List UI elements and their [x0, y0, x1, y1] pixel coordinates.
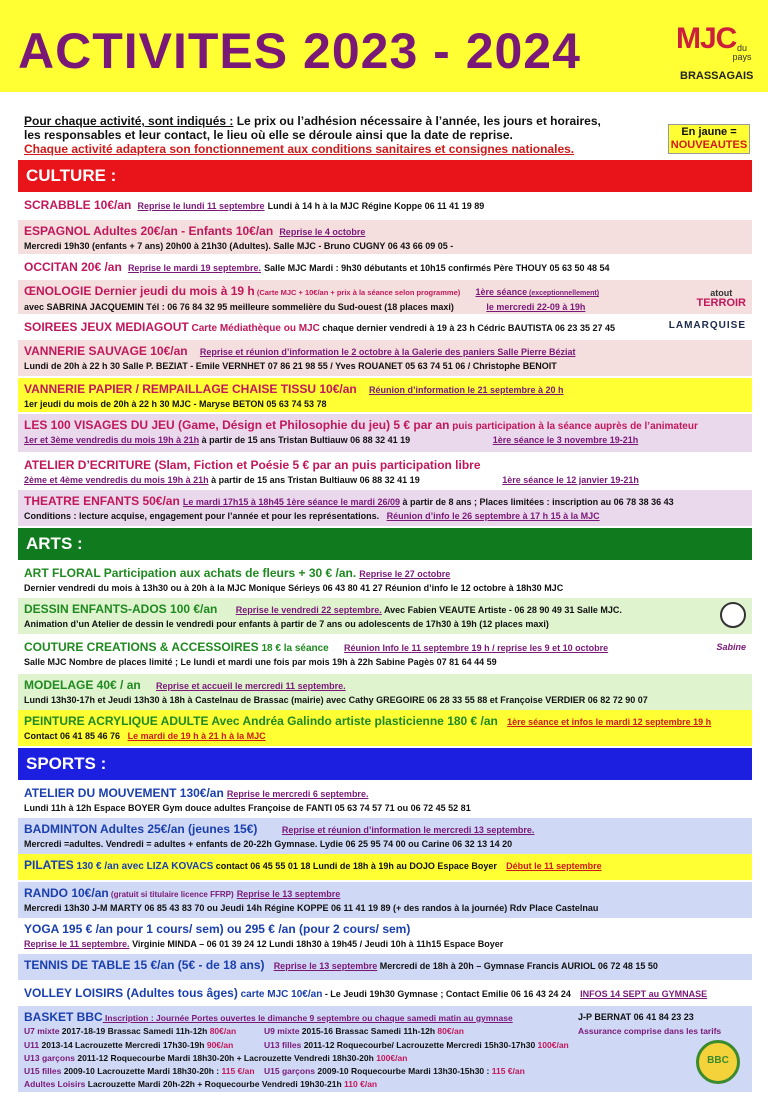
soirees-card: Carte Médiathèque ou MJC — [188, 323, 320, 334]
basket-row-price: 80€/an — [437, 1026, 464, 1036]
badminton-reprise: Reprise et réunion d’information le mercredi 13 septembre. — [281, 825, 535, 835]
basket-row-price: 80€/an — [209, 1026, 237, 1036]
basket-row — [264, 1066, 525, 1076]
basket-row-details: 2011-12 Roquecourbe Mardi 18h30-20h + Lacrouzette Vendredi 18h30-20h — [75, 1053, 377, 1063]
vannerie-details: Lundi de 20h à 22 h 30 Salle P. BEZIAT - Emile VERNHET 07 86 21 98 55 / Yves ROUANET 05 63 74 51 06 / Christophe BENOIT — [24, 361, 557, 371]
basket-row-details: 2009-10 Roquecourbe Mardi 13h30-15h30 : — [315, 1066, 492, 1076]
basket-row-price: 115 €/an — [221, 1066, 255, 1076]
basket-row-price: 90€/an — [206, 1040, 234, 1050]
activity-badminton — [18, 818, 752, 854]
theatre-title: THEATRE ENFANTS 50€/an — [24, 494, 180, 508]
rando-details: Mercredi 13h30 J-M MARTY 06 85 43 83 70 ou Jeudi 14h Régine KOPPE 06 11 41 19 89 (+ des randos à la journée) Rdv Place Castelnau — [24, 903, 599, 913]
basket-row-category: U13 garçons — [24, 1053, 76, 1063]
basket-title: BASKET BBC — [24, 1010, 103, 1024]
atout-terroir-logo — [697, 288, 747, 308]
theatre-details: Conditions : lecture acquise, engagement pour l’année et pour les représentations. — [24, 511, 380, 521]
visages-title2: puis participation à la séance auprès de l’animateur — [449, 421, 698, 432]
activity-modelage — [18, 674, 752, 710]
activity-occitan — [18, 256, 752, 280]
bbc-logo-text: BBC — [707, 1055, 729, 1066]
tennis-reprise: Reprise le 13 septembre — [273, 961, 378, 971]
pilates-title: PILATES — [24, 858, 74, 872]
activity-tennis-de-table — [18, 954, 752, 980]
mjc-logo — [672, 22, 756, 90]
rando-reprise: Reprise le 13 septembre — [236, 889, 341, 899]
espagnol-details: Mercredi 19h30 (enfants + 7 ans) 20h00 à 21h30 (Adultes). Salle MJC - Bruno CUGNY 06 43 66 09 05 - — [24, 241, 454, 251]
oenologie-when: Dernier jeudi du mois à 19 h — [91, 284, 255, 298]
dessin-title: DESSIN ENFANTS-ADOS 100 €/an — [24, 602, 218, 616]
oenologie-details: avec SABRINA JACQUEMIN Tél : 06 76 84 32 95 meilleure sommelière du Sud-ouest (18 places maxi) — [24, 302, 454, 312]
couture-price: 18 € la séance — [258, 643, 329, 654]
activity-peinture — [18, 710, 752, 746]
ecriture-details: à partir de 15 ans Tristan Bultiauw 06 88 32 41 19 — [208, 475, 420, 485]
activity-vannerie — [18, 340, 752, 376]
theatre-reunion: Réunion d’info le 26 septembre à 17 h 15 à la MJC — [386, 511, 600, 521]
basket-row-price: 100€/an — [537, 1040, 569, 1050]
legend-box — [668, 124, 750, 154]
basket-row-price: 110 €/an — [344, 1079, 378, 1089]
floral-title: ART FLORAL Participation aux achats de fleurs + 30 € /an. — [24, 566, 357, 580]
dessin-r2: Avec Fabien VEAUTE Artiste - 06 28 90 49 31 Salle MJC. — [381, 605, 622, 615]
legend-line2: NOUVEAUTES — [670, 139, 748, 151]
vannerie-papier-reprise: Réunion d’information le 21 septembre à 20 h — [368, 385, 564, 395]
dessin-reprise: Reprise le vendredi 22 septembre. — [235, 605, 382, 615]
activity-soirees-jeux — [18, 316, 752, 340]
dessin-details: Animation d’un Atelier de dessin le vendredi pour enfants à partir de 7 ans ou adolescents de 17h30 à 19h (12 places maxi) — [24, 619, 549, 629]
atelier-reprise: Reprise le mercredi 6 septembre. — [226, 789, 369, 799]
section-sports: SPORTS : — [18, 748, 752, 780]
activity-dessin — [18, 598, 752, 634]
legend-line1: En jaune = — [681, 126, 737, 138]
bbc-logo — [696, 1040, 740, 1084]
visages-details: à partir de 15 ans Tristan Bultiauw 06 88 32 41 19 — [199, 435, 411, 445]
basket-row-category: U13 filles — [264, 1040, 302, 1050]
basket-row-category: U7 mixte — [24, 1026, 60, 1036]
logo-du-text: du pays — [732, 43, 752, 62]
vannerie-title: VANNERIE SAUVAGE 10€/an — [24, 344, 188, 358]
vannerie-papier-title: VANNERIE PAPIER / REMPAILLAGE CHAISE TISSU 10€/an — [24, 382, 357, 396]
oenologie-seance-note: (exceptionnellement) — [527, 290, 600, 297]
basket-row — [24, 1040, 233, 1050]
basket-row — [24, 1079, 377, 1089]
scrabble-reprise: Reprise le lundi 11 septembre — [137, 201, 265, 211]
volley-card: carte MJC 10€/an — [237, 989, 323, 1000]
volley-details: - Le Jeudi 19h30 Gymnase ; Contact Emilie 06 16 43 24 24 — [322, 989, 571, 999]
espagnol-title: ESPAGNOL Adultes 20€/an - Enfants 10€/an — [24, 224, 274, 238]
basket-row-category: U11 — [24, 1040, 40, 1050]
activity-espagnol — [18, 220, 752, 254]
peinture-title: PEINTURE ACRYLIQUE ADULTE Avec Andréa Galindo artiste plasticienne 180 € /an — [24, 714, 498, 728]
couture-details: Salle MJC Nombre de places limité ; Le lundi et mardi une fois par mois 19h à 22h Sabine Pagès 07 81 64 44 59 — [24, 657, 497, 667]
theatre-r2: à partir de 8 ans ; Places limitées : inscription au 06 78 38 36 43 — [400, 497, 674, 507]
pilates-reprise: Début le 11 septembre — [506, 861, 602, 871]
atelier-title: ATELIER DU MOUVEMENT 130€/an — [24, 786, 224, 800]
occitan-details: Salle MJC Mardi : 9h30 débutants et 10h15 confirmés Père THOUY 05 63 50 48 54 — [264, 263, 610, 273]
page-title: ACTIVITES 2023 - 2024 — [18, 23, 581, 79]
scrabble-title: SCRABBLE 10€/an — [24, 198, 132, 212]
activity-pilates — [18, 854, 752, 880]
activity-rando — [18, 882, 752, 918]
peinture-reprise: 1ère séance et infos le mardi 12 septembre 19 h — [507, 717, 712, 727]
activity-volley — [18, 982, 752, 1006]
activity-oenologie — [18, 280, 752, 314]
scrabble-details: Lundi à 14 h à la MJC Régine Koppe 06 11 41 19 89 — [267, 201, 485, 211]
oenologie-date: le mercredi 22-09 à 19h — [486, 302, 586, 312]
basket-row — [264, 1040, 569, 1050]
intro-line3: Chaque activité adaptera son fonctionnement aux conditions sanitaires et consignes nationales. — [24, 142, 575, 156]
activity-theatre — [18, 490, 752, 526]
atelier-details: Lundi 11h à 12h Espace BOYER Gym douce adultes Françoise de FANTI 05 63 74 57 71 ou 06 72 45 52 81 — [24, 803, 471, 813]
peinture-date: Le mardi de 19 h à 21 h à la MJC — [127, 731, 266, 741]
visages-title: LES 100 VISAGES DU JEU (Game, Désign et Philosophie du jeu) 5 € par an — [24, 418, 450, 432]
vannerie-reprise: Reprise et réunion d’information le 2 octobre à la Galerie des paniers Salle Pierre Béziat — [199, 347, 576, 357]
yoga-reprise: Reprise le 11 septembre. — [24, 939, 130, 949]
yoga-title: YOGA 195 € /an pour 1 cours/ sem) ou 295 € /an (pour 2 cours/ sem) — [24, 922, 411, 936]
basket-row-details: 2013-14 Lacrouzette Mercredi 17h30-19h — [39, 1040, 207, 1050]
basket-row — [24, 1066, 255, 1076]
fabien-veaute-logo-icon — [720, 602, 746, 628]
intro-label: Pour chaque activité, sont indiqués : — [24, 114, 234, 128]
floral-details: Dernier vendredi du mois à 13h30 ou à 20h à la MJC Monique Sérieys 06 43 80 41 27 Réunion d’info le 12 octobre à 18h30 MJC — [24, 583, 564, 593]
yoga-details: Virginie MINDA – 06 01 39 24 12 Lundi 18h30 à 19h45 / Jeudi 10h à 11h15 Espace Boyer — [129, 939, 504, 949]
pilates-details: contact 06 45 55 01 18 Lundi de 18h à 19h au DOJO Espace Boyer — [213, 861, 497, 871]
intro-text — [24, 114, 642, 156]
couture-title: COUTURE CREATIONS & ACCESSOIRES — [24, 640, 259, 654]
activity-atelier-ecriture — [18, 454, 752, 490]
lamarquise-logo: LAMARQUISE — [668, 320, 746, 331]
volley-title: VOLLEY LOISIRS (Adultes tous âges) — [24, 986, 238, 1000]
activity-100-visages — [18, 414, 752, 452]
oenologie-title: ŒNOLOGIE — [24, 284, 92, 298]
soirees-details: chaque dernier vendredi à 19 à 23 h Cédric BAUTISTA 06 23 35 27 45 — [319, 323, 615, 333]
section-culture: CULTURE : — [18, 160, 752, 192]
activity-art-floral — [18, 562, 752, 596]
rando-note: (gratuit si titulaire licence FFRP) — [108, 890, 234, 899]
basket-insurance: Assurance comprise dans les tarifs — [578, 1026, 722, 1036]
basket-row-category: U15 garçons — [264, 1066, 316, 1076]
basket-row-category: U9 mixte — [264, 1026, 300, 1036]
visages-seance: 1ère séance le 3 novembre 19-21h — [492, 435, 639, 445]
activity-couture — [18, 636, 752, 672]
basket-row-details: Lacrouzette Mardi 20h-22h + Roquecourbe Vendredi 19h30-21h — [85, 1079, 345, 1089]
basket-row-details: 2011-12 Roquecourbe/ Lacrouzette Mercredi 15h30-17h30 — [301, 1040, 538, 1050]
couture-reprise: Réunion Info le 11 septembre 19 h / reprise les 9 et 10 octobre — [344, 643, 609, 653]
badminton-details: Mercredi =adultes. Vendredi = adultes + enfants de 20-22h Gymnase. Lydie 06 25 95 74 00 ou Carine 06 32 13 14 20 — [24, 839, 513, 849]
basket-row-price: 115 €/an — [491, 1066, 525, 1076]
activity-atelier-mouvement — [18, 782, 752, 818]
basket-row — [264, 1026, 464, 1036]
ecriture-days: 2ème et 4ème vendredis du mois 19h à 21h — [24, 475, 209, 485]
peinture-details: Contact 06 41 85 46 76 — [24, 731, 121, 741]
header-banner — [0, 0, 768, 92]
pilates-price: 130 € /an avec LIZA KOVACS — [73, 861, 214, 872]
basket-row-category: Adultes Loisirs — [24, 1079, 86, 1089]
activity-scrabble — [18, 194, 752, 220]
rando-title: RANDO 10€/an — [24, 886, 109, 900]
activity-yoga — [18, 918, 752, 954]
terroir-text: TERROIR — [696, 297, 746, 309]
basket-contact: J-P BERNAT 06 41 84 23 23 — [578, 1012, 694, 1022]
espagnol-reprise: Reprise le 4 octobre — [279, 227, 366, 237]
intro-line1: Le prix ou l’adhésion nécessaire à l’année, les jours et horaires, — [233, 114, 601, 128]
logo-city-text: BRASSAGAIS — [680, 70, 754, 82]
modelage-title: MODELAGE 40€ / an — [24, 678, 141, 692]
logo-mjc-text: MJC — [676, 22, 737, 55]
volley-reprise: INFOS 14 SEPT au GYMNASE — [580, 989, 708, 999]
basket-row-details: 2017-18-19 Brassac Samedi 11h-12h — [59, 1026, 210, 1036]
basket-row — [24, 1053, 407, 1063]
soirees-title: SOIREES JEUX MEDIAGOUT — [24, 320, 189, 334]
modelage-reprise: Reprise et accueil le mercredi 11 septembre. — [155, 681, 346, 691]
intro-line2: les responsables et leur contact, le lieu où elle se déroule ainsi que la date de reprise. — [24, 128, 513, 142]
oenologie-seance: 1ère séance — [475, 287, 528, 297]
tennis-details: Mercredi de 18h à 20h – Gymnase Francis AURIOL 06 72 48 15 50 — [377, 961, 658, 971]
theatre-reprise: Le mardi 17h15 à 18h45 1ère séance le mardi 26/09 — [182, 497, 401, 507]
occitan-reprise: Reprise le mardi 19 septembre. — [127, 263, 261, 273]
sabine-logo: Sabine — [716, 642, 746, 652]
basket-row — [24, 1026, 236, 1036]
ecriture-title: ATELIER D’ECRITURE (Slam, Fiction et Poésie 5 € par an puis participation libre — [24, 458, 481, 472]
oenologie-price: (Carte MJC + 10€/an + prix à la séance selon programme) — [254, 288, 461, 297]
atout-text: atout — [710, 288, 733, 298]
vannerie-papier-details: 1er jeudi du mois de 20h à 22 h 30 MJC - Maryse BETON 05 63 74 53 78 — [24, 399, 327, 409]
occitan-title: OCCITAN 20€ /an — [24, 260, 122, 274]
visages-days: 1er et 3ème vendredis du mois 19h à 21h — [24, 435, 200, 445]
floral-reprise: Reprise le 27 octobre — [359, 569, 451, 579]
tennis-title: TENNIS DE TABLE 15 €/an (5€ - de 18 ans) — [24, 958, 265, 972]
badminton-title: BADMINTON Adultes 25€/an (jeunes 15€) — [24, 822, 258, 836]
basket-row-category: U15 filles — [24, 1066, 62, 1076]
activity-vannerie-papier — [18, 378, 752, 412]
modelage-details: Lundi 13h30-17h et Jeudi 13h30 à 18h à Castelnau de Brassac (mairie) avec Cathy GREGOIRE 06 28 33 55 88 et Françoise VERDIER 06 82 72 90 07 — [24, 695, 648, 705]
basket-row-details: 2009-10 Lacrouzette Mardi 18h30-20h : — [61, 1066, 222, 1076]
ecriture-seance: 1ère séance le 12 janvier 19-21h — [502, 475, 639, 485]
basket-row-details: 2015-16 Brassac Samedi 11h-12h — [299, 1026, 438, 1036]
basket-row-price: 100€/an — [376, 1053, 408, 1063]
section-arts: ARTS : — [18, 528, 752, 560]
basket-inscription: Inscription : Journée Portes ouvertes le dimanche 9 septembre ou chaque samedi matin au gymnase — [102, 1013, 513, 1023]
